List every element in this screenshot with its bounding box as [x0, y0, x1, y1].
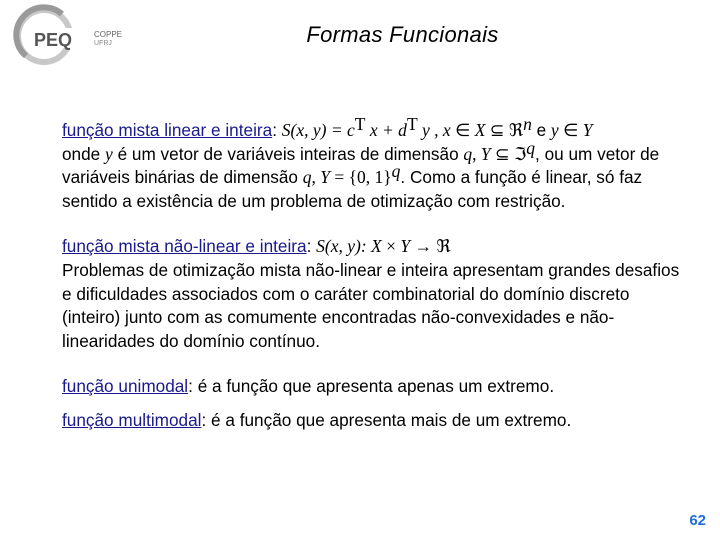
paragraph-mista-linear: função mista linear e inteira: S(x, $y) = c^T$ $x + d^T$ y , x ∈ X ⊆ ℜ$^n$ e y ∈ Y onde y é um vetor de variáveis inteiras de dimensão q, Y ⊆ ℑ$^q$, ou um vetor de variáveis binárias de dimensão q, Y = {0, 1}$^q$. Como a função é linear, só faz sentido a existência de um problema de otimização com restrição. [62, 114, 660, 211]
logo-sub-text-1: COPPE [94, 30, 123, 39]
term-multimodal: função multimodal [62, 409, 202, 430]
paragraph-mista-nao-linear: função mista não-linear e inteira: S(x, y): X × Y → ℜ Problemas de otimização mista não-linear e inteira apresentam grandes desafios e dificuldades associados com o caráter combinatorial do domínio discreto (inteiro) junto com as comumente encontradas não-convexidades e não-linearidades do domínio contínuo. [62, 236, 680, 351]
slide-content [62, 114, 687, 433]
paragraph-mista-nao-linear-body: Problemas de otimização mista não-linear e inteira apresentam grandes desafios e dificuldades associados com o caráter combinatorial do domínio discreto (inteiro) junto com as comumente encontradas não-convexidades e não-linearidades do domínio contínuo. [62, 259, 680, 351]
paragraph-multimodal: função multimodal: é a função que apresenta mais de um extremo. [62, 409, 572, 430]
paragraph-unimodal: função unimodal: é a função que apresenta apenas um extremo. [62, 376, 555, 397]
term-unimodal: função unimodal [62, 376, 189, 397]
term-mista-linear: função mista linear e inteira [62, 120, 273, 140]
logo-sub-text-2: UFRJ [94, 40, 112, 47]
slide-title: Formas Funcionais [306, 22, 499, 47]
logo-main-text: PEQ [34, 30, 73, 50]
page-number: 62 [689, 512, 706, 529]
term-mista-nao-linear: função mista não-linear e inteira [62, 236, 307, 257]
